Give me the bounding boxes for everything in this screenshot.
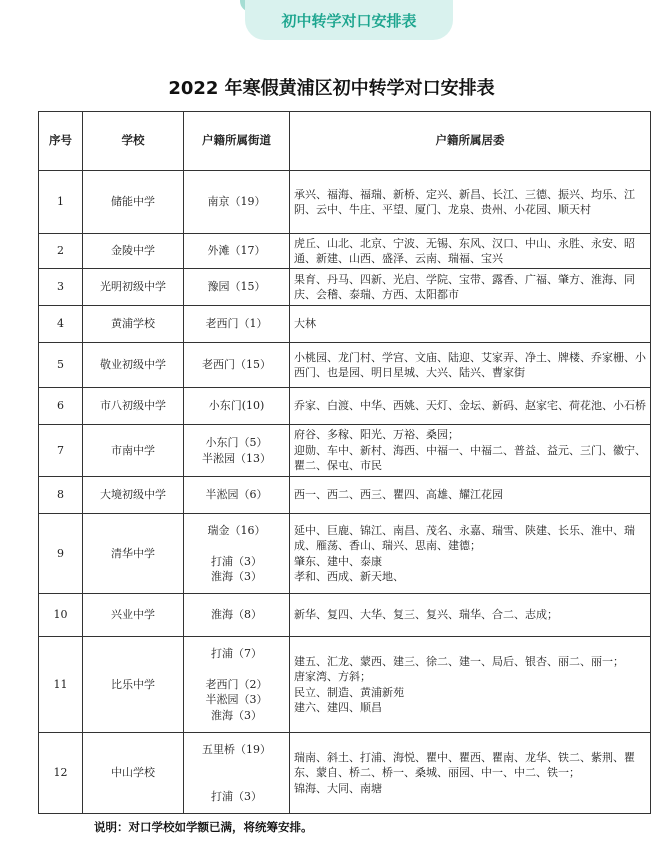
table-row [39,637,651,733]
row-number: 12 [39,733,83,814]
school-name: 黄浦学校 [83,306,184,343]
street-cell [184,733,290,814]
committee-cell [290,477,651,514]
committee-entry: 新华、复四、大华、复三、复兴、瑞华、合二、志成； [294,608,558,622]
committee-entry: 迎勋、车中、新村、海西、中福一、中福二、普益、益元、三门、徽宁、瞿二、保屯、市民 [294,443,646,473]
table-row [39,171,651,234]
street-entry [188,758,285,774]
table-row [39,425,651,477]
header-school: 学校 [83,112,184,171]
street-cell [184,269,290,306]
committee-entry: 承兴、福海、福瑞、新桥、定兴、新昌、长江、三德、振兴、均乐、江阴、云中、牛庄、平望、厦门、龙泉、贵州、小花园、顺天村 [294,187,635,216]
street-entry: 半淞园（3） [205,693,268,707]
row-number: 8 [39,477,83,514]
row-number: 6 [39,388,83,425]
school-name: 大境初级中学 [83,477,184,514]
committee-cell [290,171,651,234]
committee-entry: 西一、西二、西三、瞿四、高雄、耀江花园 [294,488,503,502]
street-entry: 豫园（15） [207,280,266,294]
street-cell [184,425,290,477]
school-name: 比乐中学 [83,637,184,733]
street-entry: 老西门（15） [202,358,271,372]
committee-entry: 建六、建四、顺昌 [294,701,382,714]
school-name: 市南中学 [83,425,184,477]
committee-cell [290,637,651,733]
school-name: 敬业初级中学 [83,343,184,388]
street-cell [184,171,290,234]
street-entry: 淮海（3） [211,570,262,583]
table-header-row [39,112,651,171]
school-name: 清华中学 [83,514,184,594]
header-badge: 初中转学对口安排表 [245,0,453,40]
street-entry: 小东门(10) [208,399,265,413]
footnote: 说明：对口学校如学额已满，将统筹安排。 [94,820,313,834]
committee-cell [290,306,651,343]
street-entry: 老西门（2） [205,677,268,691]
table-row [39,343,651,388]
committee-entry: 延中、巨鹿、锦江、南昌、茂名、永嘉、瑞雪、陕建、长乐、淮中、瑞成、雁荡、香山、瑞兴、思南、建德； [294,523,635,552]
street-cell [184,594,290,637]
street-cell [184,343,290,388]
row-number: 7 [39,425,83,477]
street-entry: 瑞金（16） [207,523,266,537]
arrangement-table [38,111,651,814]
street-entry: 半淞园（13） [202,451,271,465]
committee-cell [290,343,651,388]
committee-entry: 瑞南、斜土、打浦、海悦、瞿中、瞿西、瞿南、龙华、铁二、紫荆、瞿东、蒙自、桥二、桥一、桑城、丽园、中一、中二、铁一； [294,750,635,780]
street-cell [184,514,290,594]
street-cell [184,477,290,514]
committee-cell [290,514,651,594]
table-row [39,733,651,814]
table-row [39,269,651,306]
street-entry: 外滩（17） [207,244,266,258]
street-entry [188,661,285,677]
street-entry [188,773,285,789]
committee-cell [290,388,651,425]
committee-entry: 虎丘、山北、北京、宁波、无锡、东风、汉口、中山、永胜、永安、昭通、新建、山西、盛泽、云南、瑞福、宝兴 [294,236,635,265]
street-entry: 半淞园（6） [205,488,268,502]
document-title: 2022 年寒假黄浦区初中转学对口安排表 [168,78,495,99]
street-entry: 淮海（3） [211,708,262,722]
school-name: 市八初级中学 [83,388,184,425]
table-row [39,234,651,269]
street-entry: 小东门（5） [205,436,268,449]
row-number: 11 [39,637,83,733]
street-cell [184,388,290,425]
committee-entry: 锦海、大同、南塘 [294,781,382,795]
header-no: 序号 [39,112,83,171]
committee-entry: 建五、汇龙、蒙西、建三、徐二、建一、局后、银杏、丽二、丽一； [294,654,624,668]
street-cell [184,637,290,733]
row-number: 5 [39,343,83,388]
row-number: 1 [39,171,83,234]
row-number: 4 [39,306,83,343]
committee-cell [290,425,651,477]
street-entry: 打浦（3） [211,789,262,803]
table-row [39,477,651,514]
committee-cell [290,733,651,814]
street-entry: 南京（19） [207,195,266,209]
committee-entry: 肇东、建中、泰康 [294,554,382,568]
committee-entry: 果育、丹马、四新、光启、学院、宝带、露香、广福、肇方、淮海、同庆、会稽、泰瑞、方西、太阳都市 [294,272,635,301]
school-name: 金陵中学 [83,234,184,269]
table-row [39,514,651,594]
committee-cell [290,234,651,269]
street-entry: 五里桥（19） [202,743,271,756]
school-name: 储能中学 [83,171,184,234]
street-cell [184,306,290,343]
table-row [39,306,651,343]
table-row [39,388,651,425]
row-number: 2 [39,234,83,269]
school-name: 兴业中学 [83,594,184,637]
street-entry: 打浦（7） [211,646,262,660]
street-entry [188,538,285,554]
committee-cell [290,269,651,306]
committee-entry: 唐家湾、方斜； [294,670,371,683]
street-entry: 打浦（3） [211,554,262,568]
header-street: 户籍所属街道 [184,112,290,171]
school-name: 中山学校 [83,733,184,814]
school-name: 光明初级中学 [83,269,184,306]
row-number: 9 [39,514,83,594]
row-number: 10 [39,594,83,637]
street-entry: 淮海（8） [211,608,262,622]
committee-entry: 民立、制造、黄浦新苑 [294,685,404,699]
committee-entry: 乔家、白渡、中华、西姚、天灯、金坛、新码、赵家宅、荷花池、小石桥 [294,399,646,413]
committee-entry: 小桃园、龙门村、学宫、文庙、陆迎、艾家弄、净土、牌楼、乔家栅、小西门、也是园、明日星城、大兴、陆兴、曹家街 [294,350,646,379]
committee-entry: 孝和、西成、新天地、 [294,570,404,583]
street-cell [184,234,290,269]
header-committee: 户籍所属居委 [290,112,651,171]
row-number: 3 [39,269,83,306]
committee-entry: 府谷、多稼、阳光、万裕、桑园； [294,428,459,442]
committee-cell [290,594,651,637]
committee-entry: 大林 [294,317,316,331]
street-entry: 老西门（1） [205,317,268,331]
table-row [39,594,651,637]
